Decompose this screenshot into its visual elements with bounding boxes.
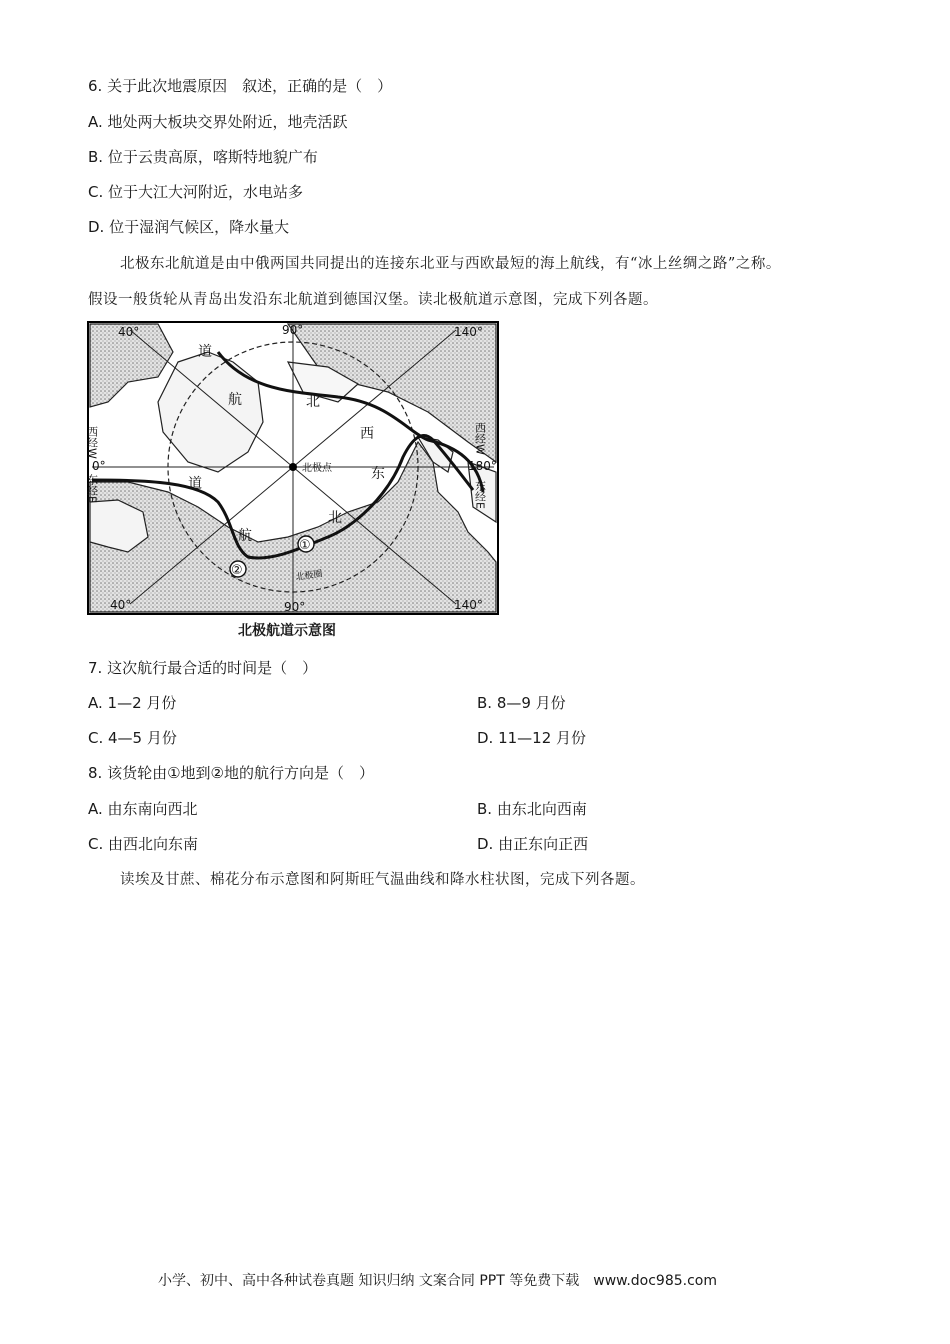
q8-option-d: D. 由正东向正西	[477, 835, 589, 853]
footer	[158, 1270, 717, 1290]
lon-140-bottom: 140°	[454, 598, 483, 612]
lon-90-top: 90°	[282, 323, 304, 337]
marker-1: ①	[299, 538, 311, 553]
q6-option-c: C. 位于大江大河附近，水电站多	[88, 183, 304, 201]
map-caption: 北极航道示意图	[238, 623, 336, 639]
lon-140-top: 140°	[454, 325, 483, 339]
lon-40-bottom: 40°	[110, 598, 132, 612]
q8-option-c: C. 由西北向东南	[88, 835, 199, 853]
q7-option-a: A. 1—2 月份	[88, 694, 177, 712]
footer-text: 小学、初中、高中各种试卷真题 知识归纳 文案合同 PPT 等免费下载	[158, 1273, 580, 1289]
passage-line-1: 北极东北航道是由中俄两国共同提出的连接东北亚与西欧最短的海上航线，有“冰上丝绸之路”之称。	[120, 256, 781, 272]
q7-option-c: C. 4—5 月份	[88, 729, 177, 747]
arctic-circle-label: 北极圈	[295, 569, 324, 583]
west-label-right: 西经W	[473, 422, 487, 455]
q7-option-d: D. 11—12 月份	[477, 729, 587, 747]
passage-line-2: 假设一般货轮从青岛出发沿东北航道到德国汉堡。读北极航道示意图，完成下列各题。	[88, 292, 658, 308]
nw-label-1: 道	[198, 344, 212, 360]
nw-label-3: 北	[306, 394, 320, 410]
lon-90-bottom: 90°	[284, 600, 306, 614]
q7-stem: 7. 这次航行最合适的时间是（ ）	[88, 659, 318, 677]
ne-label-2: 北	[328, 510, 342, 526]
arctic-route-map	[85, 322, 498, 614]
q6-option-b: B. 位于云贵高原，喀斯特地貌广布	[88, 148, 318, 166]
q8-stem: 8. 该货轮由①地到②地的航行方向是（ ）	[88, 764, 374, 782]
q6-option-a: A. 地处两大板块交界处附近，地壳活跃	[88, 113, 348, 131]
lon-0: 0°	[92, 459, 106, 473]
passage-2: 读埃及甘蔗、棉花分布示意图和阿斯旺气温曲线和降水柱状图，完成下列各题。	[120, 872, 645, 888]
q7-option-b: B. 8—9 月份	[477, 694, 566, 712]
east-label-left: 东经E	[85, 474, 99, 503]
west-label-left: 西经W	[85, 426, 99, 459]
q6-option-d: D. 位于湿润气候区，降水量大	[88, 218, 290, 236]
footer-site-link[interactable]: www.doc985.com	[593, 1273, 717, 1289]
ne-label-1: 东	[371, 466, 385, 482]
lon-40-top: 40°	[118, 325, 140, 339]
ne-label-3: 航	[238, 528, 252, 544]
nw-label-2: 航	[228, 392, 242, 408]
north-pole-label: 北极点	[302, 463, 332, 474]
east-label-right: 东经E	[473, 480, 487, 509]
lon-180: 180°	[468, 459, 497, 473]
q8-option-b: B. 由东北向西南	[477, 800, 587, 818]
ne-label-4: 道	[188, 476, 202, 492]
nw-label-4: 西	[360, 426, 374, 442]
north-pole-dot	[289, 463, 297, 471]
q6-stem: 6. 关于此次地震原因 叙述，正确的是（ ）	[88, 77, 393, 95]
marker-2: ②	[231, 563, 243, 578]
q8-option-a: A. 由东南向西北	[88, 800, 198, 818]
